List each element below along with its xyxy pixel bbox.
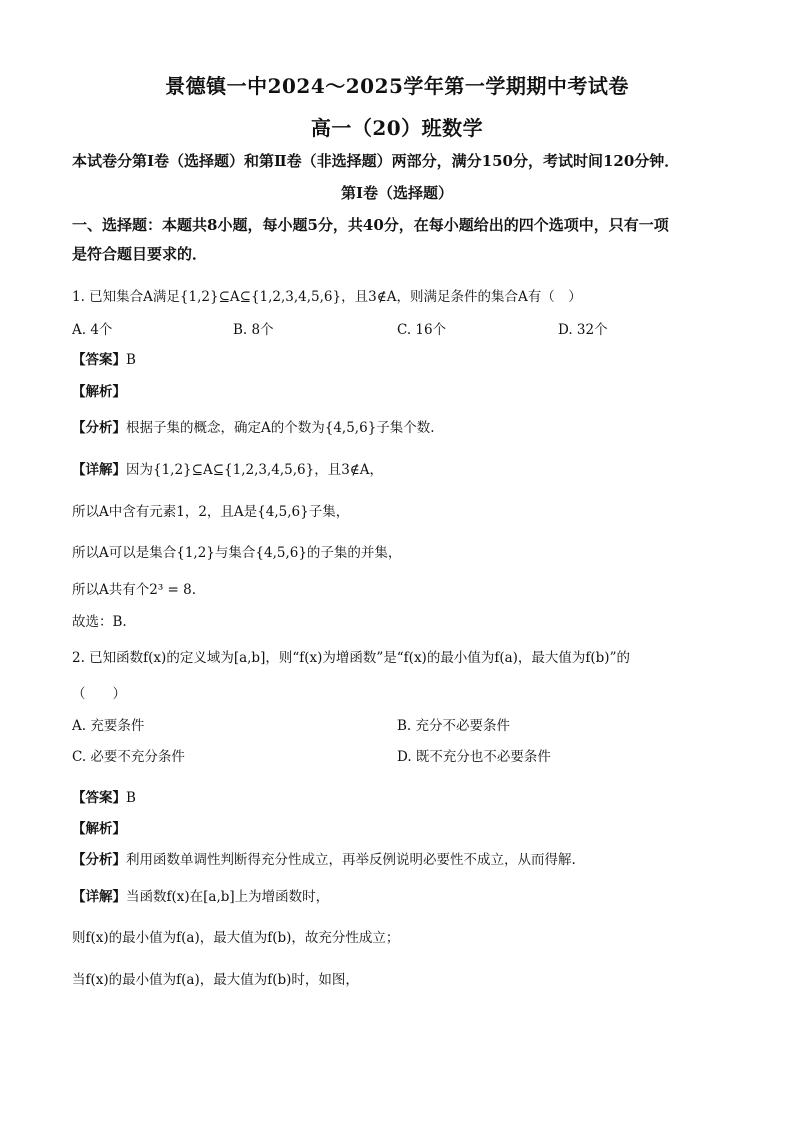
q2-xiangjie-label: 【详解】 [72, 889, 126, 905]
q1-fenxi-label: 【分析】 [72, 420, 126, 436]
q2-solution-line2: 当f(x)的最小值为f(a)，最大值为f(b)时，如图， [72, 972, 359, 988]
q1-stem: 1. 已知集合A满足{1,2}⊆A⊆{1,2,3,4,5,6}，且3∉A，则满足条件的集合A有（ ） [72, 289, 582, 305]
q2-fenxi-text: 利用函数单调性判断得充分性成立，再举反例说明必要性不成立，从而得解. [126, 852, 576, 868]
section-heading-line1: 一、选择题：本题共8小题，每小题5分，共40分，在每小题给出的四个选项中，只有一项 [72, 216, 669, 234]
q2-solution-line1: 则f(x)的最小值为f(a)，最大值为f(b)，故充分性成立； [72, 930, 400, 946]
q1-xiangjie-row [72, 458, 383, 478]
q2-xiangjie-text: 当函数f(x)在[a,b]上为增函数时， [126, 889, 330, 905]
q2-analysis-label: 【解析】 [72, 821, 126, 837]
q1-conclusion: 故选：B. [72, 614, 127, 630]
q2-fenxi-label: 【分析】 [72, 852, 126, 868]
q2-xiangjie-row [72, 885, 329, 905]
q1-option-d: D. 32个 [558, 322, 608, 338]
q2-option-d: D. 既不充分也不必要条件 [397, 749, 551, 765]
q1-solution-line2: 所以A可以是集合{1,2}与集合{4,5,6}的子集的并集， [72, 545, 402, 561]
q1-fenxi-row [72, 416, 435, 436]
q1-xiangjie-text: 因为{1,2}⊆A⊆{1,2,3,4,5,6}，且3∉A， [126, 462, 384, 478]
q2-option-a: A. 充要条件 [72, 718, 145, 734]
q1-option-b: B. 8个 [233, 322, 274, 338]
part-title: 第Ⅰ卷（选择题） [340, 184, 454, 202]
q2-answer-row [72, 786, 136, 806]
q1-answer-row [72, 348, 136, 368]
q2-answer-label: 【答案】 [72, 790, 126, 806]
q1-fenxi-text: 根据子集的概念，确定A的个数为{4,5,6}子集个数. [126, 420, 435, 436]
q1-answer-value: B [126, 352, 136, 368]
q1-solution-line3: 所以A共有个2³ = 8. [72, 582, 197, 598]
q1-answer-label: 【答案】 [72, 352, 126, 368]
q2-stem: 2. 已知函数f(x)的定义域为[a,b]，则“f(x)为增函数”是“f(x)的最小值为f(a)，最大值为f(b)”的 [72, 650, 630, 666]
q1-option-c: C. 16个 [397, 322, 447, 338]
q2-option-c: C. 必要不充分条件 [72, 749, 185, 765]
q1-xiangjie-label: 【详解】 [72, 462, 126, 478]
exam-title: 景德镇一中2024～2025学年第一学期期中考试卷 [165, 74, 629, 98]
q2-fenxi-row [72, 848, 576, 868]
q2-paren: （ ） [72, 686, 126, 702]
q1-option-a: A. 4个 [72, 322, 113, 338]
q1-solution-line1: 所以A中含有元素1，2，且A是{4,5,6}子集， [72, 504, 350, 520]
q2-answer-value: B [126, 790, 136, 806]
q1-analysis-label: 【解析】 [72, 384, 126, 400]
section-heading-line2: 是符合题目要求的． [72, 245, 208, 263]
q2-option-b: B. 充分不必要条件 [397, 718, 511, 734]
exam-subtitle: 高一（20）班数学 [310, 116, 484, 140]
exam-intro: 本试卷分第Ⅰ卷（选择题）和第Ⅱ卷（非选择题）两部分，满分150分，考试时间120分钟． [72, 152, 680, 170]
